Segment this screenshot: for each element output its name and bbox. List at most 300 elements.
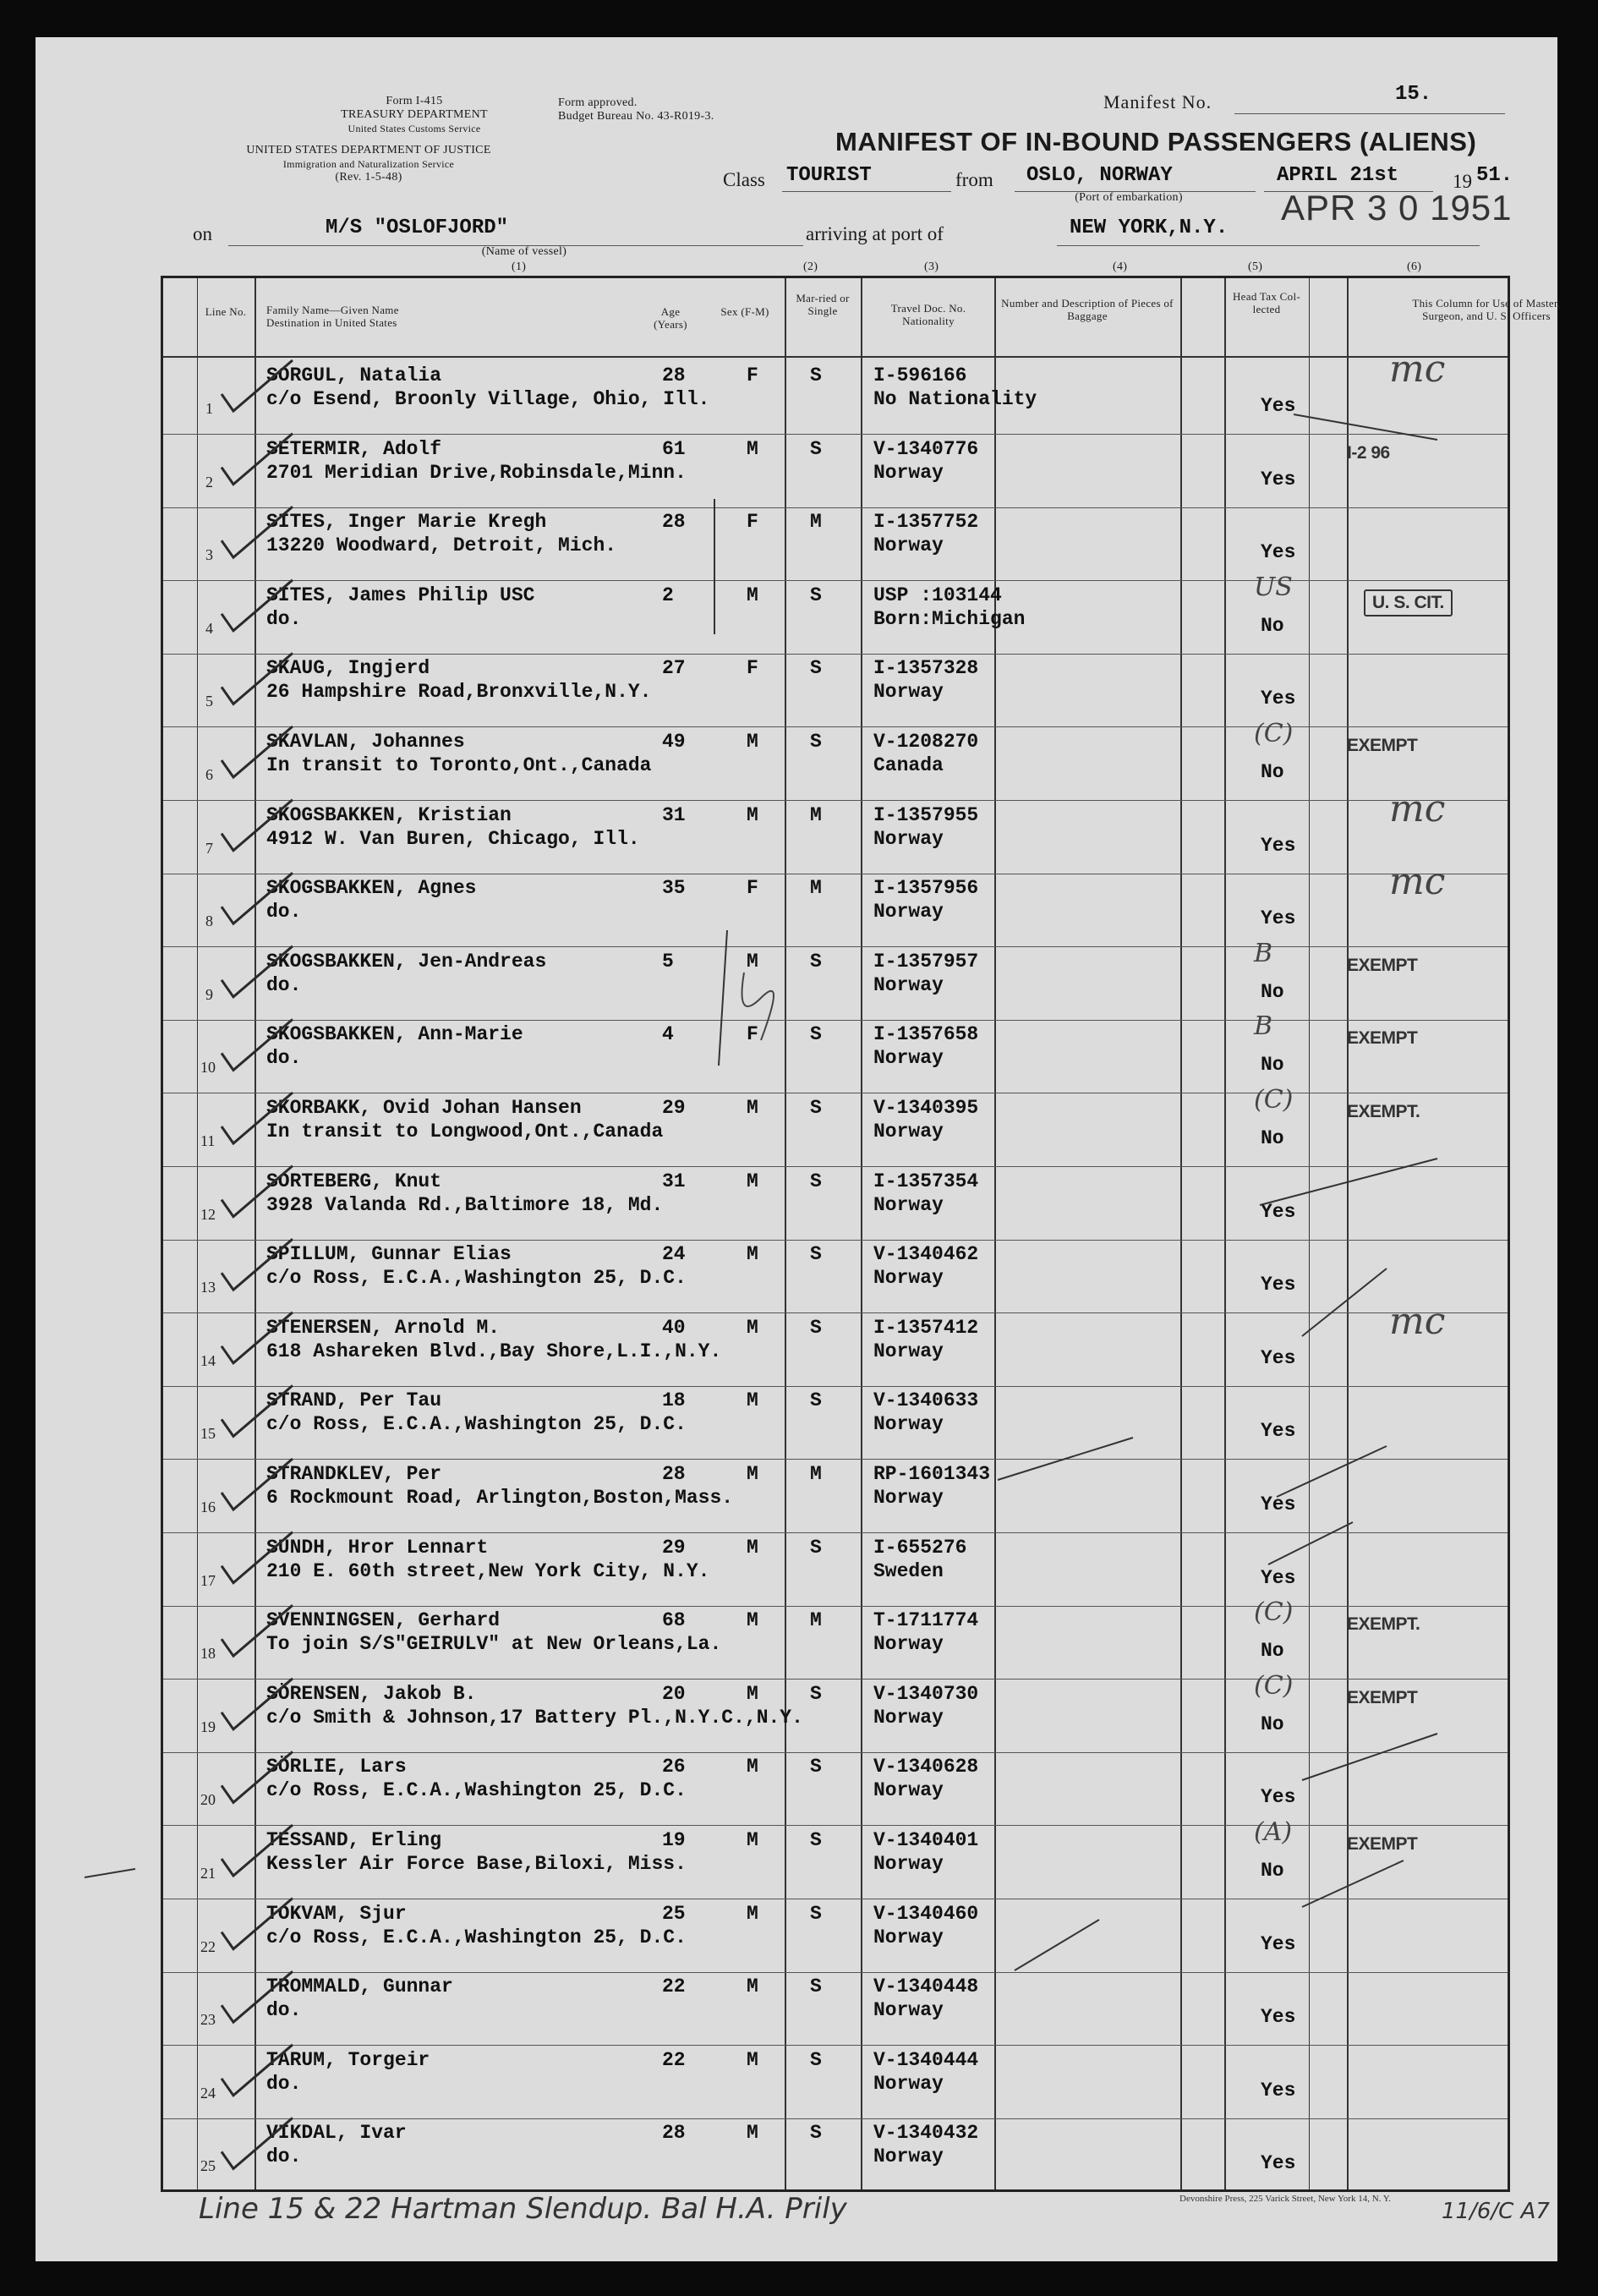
travel-doc-number: V-1340448 [873,1975,979,1998]
destination: 4912 W. Van Buren, Chicago, Ill. [266,827,640,850]
passenger-name: SKAVLAN, Johannes [266,731,465,753]
col-header-headtax: Head Tax Col-lected [1232,290,1300,315]
passenger-name: SETERMIR, Adolf [266,437,442,460]
age-value: 28 [662,364,686,386]
age-value: 61 [662,437,686,460]
manifest-no-label: Manifest No. [1103,91,1212,112]
nationality: Norway [873,1926,944,1948]
marital-status: S [810,2048,822,2071]
col-header-travel: Travel Doc. No. Nationality [890,302,966,327]
pencil-check-mark [222,1239,293,1290]
destination: c/o Ross, E.C.A.,Washington 25, D.C. [266,1267,687,1290]
destination: c/o Ross, E.C.A.,Washington 25, D.C. [266,1413,687,1436]
sex-value: F [747,877,758,900]
line-number: 9 [205,985,213,1003]
pencil-check-mark [222,1093,293,1143]
age-value: 28 [662,1463,686,1485]
marital-status: S [810,584,822,606]
head-tax-value: Yes [1261,1786,1296,1809]
sex-value: M [747,584,758,606]
marital-status: M [810,803,822,826]
arriving-label: arriving at port of [806,223,944,244]
marital-status: S [810,1097,822,1119]
line-number: 25 [200,2157,216,2175]
officer-mark: B [1254,938,1273,968]
pencil-check-mark [222,2045,293,2096]
passenger-name: SPILLUM, Gunnar Elias [266,1243,512,1266]
nationality: No Nationality [873,388,1037,410]
officer-stamp: U. S. CIT. [1364,589,1453,616]
head-tax-value: Yes [1261,1346,1296,1369]
destination: do. [266,973,302,996]
pencil-check-mark [222,1899,293,1949]
travel-doc-number: I-1357752 [873,511,979,534]
line-number: 7 [205,839,213,857]
line-number: 2 [205,473,213,490]
date-value: APRIL 21st [1277,164,1399,187]
line-number: 8 [205,912,213,930]
sex-value: M [747,1829,758,1851]
age-value: 26 [662,1756,686,1778]
approved-label: Form approved. [558,96,638,109]
nationality: Norway [873,901,944,923]
from-value: OSLO, NORWAY [1026,164,1173,187]
head-tax-value: Yes [1261,1932,1296,1955]
printer-imprint: Devonshire Press, 225 Varick Street, New York 14, N. Y. [1179,2194,1392,2204]
marital-status: S [810,364,822,386]
port-caption: (Port of embarkation) [1075,191,1183,204]
travel-doc-number: V-1340432 [873,2122,979,2145]
pencil-check-mark [222,1605,293,1656]
nationality: Norway [873,827,944,850]
sex-value: M [747,731,758,753]
class-label: Class [723,169,765,190]
sex-value: M [747,950,758,973]
destination: do. [266,1047,302,1070]
sex-value: F [747,1023,758,1046]
nationality: Norway [873,681,944,704]
officer-mark: (C) [1254,719,1294,748]
age-value: 20 [662,1682,686,1705]
line-number: 6 [205,766,213,783]
pencil-check-mark [222,1532,293,1583]
sex-value: M [747,1756,758,1778]
marital-status: S [810,1829,822,1851]
age-value: 22 [662,1975,686,1998]
pencil-check-mark [222,946,293,997]
head-tax-value: No [1261,980,1284,1003]
head-tax-value: No [1261,1127,1284,1149]
pencil-check-mark [222,1019,293,1070]
col-header-age: Age (Years) [654,305,687,331]
sex-value: F [747,364,758,386]
travel-doc-number: I-1357955 [873,803,979,826]
nationality: Norway [873,973,944,996]
head-tax-value: Yes [1261,1200,1296,1223]
destination: c/o Ross, E.C.A.,Washington 25, D.C. [266,1779,687,1802]
revision-label: (Rev. 1-5-48) [335,171,402,184]
nationality: Norway [873,1193,944,1216]
destination: do. [266,1999,302,2022]
line-number: 1 [205,400,213,417]
passenger-name: SKOGSBAKKEN, Ann-Marie [266,1023,523,1046]
age-value: 5 [662,950,674,973]
pencil-check-mark [222,1971,293,2022]
marital-status: S [810,657,822,680]
col-num-3: (3) [924,260,939,273]
age-value: 22 [662,2048,686,2071]
line-number: 5 [205,693,213,710]
head-tax-value: Yes [1261,541,1296,564]
officer-mark: US [1254,572,1293,602]
manifest-no-value: 15. [1395,83,1432,106]
nationality: Norway [873,1267,944,1290]
pencil-check-mark [222,1459,293,1510]
line-number: 19 [200,1718,216,1735]
head-tax-value: No [1261,1712,1284,1735]
travel-doc-number: I-1357956 [873,877,979,900]
head-tax-value: No [1261,761,1284,783]
nationality: Norway [873,1340,944,1362]
sex-value: M [747,1609,758,1632]
on-label: on [193,223,212,244]
passenger-name: SÖRENSEN, Jakob B. [266,1682,477,1705]
line-number: 24 [200,2084,216,2101]
pencil-check-mark [222,1385,293,1436]
sex-value: M [747,1389,758,1412]
pencil-check-mark [222,1166,293,1217]
travel-doc-number: I-596166 [873,364,967,386]
sex-value: M [747,1975,758,1998]
passenger-name: TARUM, Torgeir [266,2048,430,2071]
nationality: Norway [873,461,944,484]
passenger-name: SORGUL, Natalia [266,364,442,386]
passenger-name: STENERSEN, Arnold M. [266,1316,501,1339]
travel-doc-number: V-1340462 [873,1243,979,1266]
col-header-baggage: Number and Description of Pieces of Baggage [1001,297,1174,322]
nationality: Norway [873,2072,944,2095]
customs-label: United States Customs Service [348,123,481,134]
head-tax-value: Yes [1261,1274,1296,1296]
pencil-check-mark [222,580,293,631]
nationality: Norway [873,1999,944,2022]
destination: do. [266,2145,302,2168]
head-tax-value: Yes [1261,395,1296,417]
line-number: 15 [200,1425,216,1443]
travel-doc-number: V-1340730 [873,1682,979,1705]
travel-doc-number: V-1340460 [873,1902,979,1925]
nationality: Canada [873,754,944,776]
officer-mark: mc [1389,860,1446,904]
form-number: Form I-415 [386,95,443,107]
col-num-2: (2) [803,260,818,273]
officer-mark: mc [1389,348,1446,391]
pencil-check-mark [222,1312,293,1363]
line-number: 3 [205,546,213,564]
age-value: 28 [662,2122,686,2145]
pencil-check-mark [222,360,293,411]
destination: do. [266,901,302,923]
line-number: 16 [200,1499,216,1515]
sex-value: M [747,1463,758,1485]
travel-doc-number: USP :103144 [873,584,1002,606]
head-tax-value: Yes [1261,2006,1296,2029]
marital-status: S [810,1316,822,1339]
marital-status: S [810,1902,822,1925]
head-tax-value: Yes [1261,468,1296,490]
passenger-name: SITES, James Philip USC [266,584,535,606]
from-label: from [955,169,993,190]
travel-doc-number: V-1340628 [873,1756,979,1778]
sex-value: M [747,1170,758,1192]
vessel-caption: (Name of vessel) [481,245,567,258]
col-header-sex: Sex (F-M) [720,305,769,318]
pencil-check-mark [222,873,293,923]
passenger-name: SVENNINGSEN, Gerhard [266,1609,501,1632]
nationality: Norway [873,2145,944,2168]
head-tax-value: Yes [1261,2079,1296,2101]
travel-doc-number: V-1340776 [873,437,979,460]
nationality: Norway [873,1047,944,1070]
age-value: 18 [662,1389,686,1412]
pencil-check-mark [222,653,293,704]
officer-stamp: EXEMPT. [1347,1614,1420,1635]
justice-label: UNITED STATES DEPARTMENT OF JUSTICE [246,144,491,156]
head-tax-value: No [1261,614,1284,637]
col-num-5: (5) [1248,260,1263,273]
col-num-1: (1) [512,260,527,273]
age-value: 35 [662,877,686,900]
line-number: 12 [200,1205,216,1223]
handwritten-footer-note: Line 15 & 22 Hartman Slendup. Bal H.A. Prily [199,2192,847,2226]
age-value: 4 [662,1023,674,1046]
col-header-officers: This Column for Use of Master, Surgeon, and U. S. Officers [1412,297,1561,322]
head-tax-value: No [1261,1640,1284,1663]
sex-value: M [747,1316,758,1339]
col-num-4: (4) [1113,260,1128,273]
age-value: 29 [662,1536,686,1559]
travel-doc-number: I-1357354 [873,1170,979,1192]
sex-value: M [747,803,758,826]
destination: 2701 Meridian Drive,Robinsdale,Minn. [266,461,687,484]
destination: 6 Rockmount Road, Arlington,Boston,Mass. [266,1487,734,1509]
travel-doc-number: I-655276 [873,1536,967,1559]
marital-status: S [810,1243,822,1266]
age-value: 40 [662,1316,686,1339]
line-number: 23 [200,2011,216,2029]
pencil-check-mark [222,1679,293,1729]
nationality: Norway [873,1779,944,1802]
arrival-date-stamp: APR 3 0 1951 [1281,188,1513,227]
destination: c/o Ross, E.C.A.,Washington 25, D.C. [266,1926,687,1948]
sex-value: M [747,1243,758,1266]
marital-status: M [810,1463,822,1485]
nationality: Born:Michigan [873,607,1026,630]
passenger-name: SITES, Inger Marie Kregh [266,511,547,534]
corner-handwritten-mark: 11/6/C A7 [1442,2199,1550,2224]
officer-stamp: I-2 96 [1347,442,1390,463]
pencil-check-mark [222,800,293,851]
travel-doc-number: RP-1601343 [873,1463,991,1485]
travel-doc-number: V-1340401 [873,1829,979,1851]
pencil-check-mark [222,726,293,777]
line-number: 17 [200,1571,216,1589]
age-value: 29 [662,1097,686,1119]
sex-value: F [747,511,758,534]
pencil-check-mark [222,1751,293,1802]
travel-doc-number: I-1357412 [873,1316,979,1339]
destination: 26 Hampshire Road,Bronxville,N.Y. [266,681,652,704]
col-num-6: (6) [1407,260,1422,273]
col-header-line: Line No. [205,305,247,318]
travel-doc-number: V-1208270 [873,731,979,753]
destination: 210 E. 60th street,New York City, N.Y. [266,1559,710,1582]
year-prefix: 19 [1453,171,1472,192]
page-title: MANIFEST OF IN-BOUND PASSENGERS (ALIENS) [835,127,1477,156]
travel-doc-number: I-1357658 [873,1023,979,1046]
passenger-name: TROMMALD, Gunnar [266,1975,453,1998]
age-value: 27 [662,657,686,680]
marital-status: S [810,437,822,460]
age-value: 19 [662,1829,686,1851]
travel-doc-number: V-1340633 [873,1389,979,1412]
head-tax-value: Yes [1261,1493,1296,1515]
age-value: 28 [662,511,686,534]
marital-status: S [810,731,822,753]
marital-status: S [810,1023,822,1046]
passenger-name: SKOGSBAKKEN, Agnes [266,877,477,900]
travel-doc-number: V-1340395 [873,1097,979,1119]
officer-mark: (C) [1254,1597,1294,1628]
destination: In transit to Longwood,Ont.,Canada [266,1121,664,1143]
destination: c/o Esend, Broonly Village, Ohio, Ill. [266,388,710,410]
marital-status: M [810,1609,822,1632]
destination: In transit to Toronto,Ont.,Canada [266,754,652,776]
age-value: 49 [662,731,686,753]
marital-status: S [810,1170,822,1192]
officer-stamp: EXEMPT [1347,1028,1418,1049]
nationality: Norway [873,1706,944,1729]
destination: 3928 Valanda Rd.,Baltimore 18, Md. [266,1193,664,1216]
destination: To join S/S"GEIRULV" at New Orleans,La. [266,1633,722,1656]
sex-value: M [747,1682,758,1705]
destination: Kessler Air Force Base,Biloxi, Miss. [266,1853,687,1875]
head-tax-value: Yes [1261,688,1296,710]
ins-label: Immigration and Naturalization Service [282,158,455,170]
vessel-name: M/S "OSLOFJORD" [326,216,509,239]
officer-stamp: EXEMPT [1347,1834,1418,1854]
head-tax-value: Yes [1261,2152,1296,2175]
age-value: 25 [662,1902,686,1925]
marital-status: S [810,950,822,973]
age-value: 68 [662,1609,686,1632]
line-number: 20 [200,1791,216,1809]
travel-doc-number: V-1340444 [873,2048,979,2071]
marital-status: S [810,1536,822,1559]
passenger-name: STRANDKLEV, Per [266,1463,442,1485]
line-number: 10 [200,1059,216,1077]
passenger-name: SKOGSBAKKEN, Jen-Andreas [266,950,547,973]
age-value: 2 [662,584,674,606]
marital-status: S [810,1756,822,1778]
marital-status: S [810,1682,822,1705]
line-number: 11 [200,1132,216,1149]
col-header-family: Family Name—Given Name Destination in United States [266,304,399,329]
class-value: TOURIST [786,164,872,187]
nationality: Sweden [873,1559,944,1582]
marital-status: M [810,877,822,900]
sex-value: M [747,1902,758,1925]
pencil-check-mark [222,434,293,485]
travel-doc-number: I-1357328 [873,657,979,680]
nationality: Norway [873,534,944,557]
sex-value: M [747,2048,758,2071]
nationality: Norway [873,1633,944,1656]
col-header-married: Mar-ried or Single [796,292,850,317]
sex-value: M [747,2122,758,2145]
sex-value: M [747,437,758,460]
year-suffix: 51. [1476,164,1513,187]
pencil-check-mark [222,1825,293,1876]
passenger-name: SKORBAKK, Ovid Johan Hansen [266,1097,582,1119]
age-value: 24 [662,1243,686,1266]
passenger-name: SUNDH, Hror Lennart [266,1536,489,1559]
line-number: 4 [205,619,213,637]
passenger-name: SÖRLIE, Lars [266,1756,407,1778]
destination: 13220 Woodward, Detroit, Mich. [266,534,617,557]
arrival-port: NEW YORK,N.Y. [1070,216,1229,239]
sex-value: M [747,1536,758,1559]
line-number: 13 [200,1279,216,1296]
sex-value: M [747,1097,758,1119]
destination: do. [266,2072,302,2095]
pencil-check-mark [222,2118,293,2168]
nationality: Norway [873,1853,944,1875]
line-number: 22 [200,1937,216,1955]
passenger-name: SKOGSBAKKEN, Kristian [266,803,512,826]
travel-doc-number: T-1711774 [873,1609,979,1632]
destination: do. [266,607,302,630]
nationality: Norway [873,1121,944,1143]
head-tax-value: Yes [1261,834,1296,857]
passenger-name: SKAUG, Ingjerd [266,657,430,680]
officer-mark: (A) [1254,1817,1293,1847]
travel-doc-number: I-1357957 [873,950,979,973]
officer-mark: mc [1389,786,1446,830]
head-tax-value: Yes [1261,1420,1296,1443]
destination: c/o Smith & Johnson,17 Battery Pl.,N.Y.C.,N.Y. [266,1706,803,1729]
budget-label: Budget Bureau No. 43-R019-3. [558,110,714,123]
nationality: Norway [873,1487,944,1509]
treasury-label: TREASURY DEPARTMENT [341,108,488,121]
head-tax-value: Yes [1261,1566,1296,1589]
marital-status: S [810,1975,822,1998]
line-number: 21 [200,1865,216,1882]
officer-mark: mc [1389,1299,1446,1343]
head-tax-value: No [1261,1054,1284,1077]
officer-mark: B [1254,1011,1273,1042]
passenger-name: TOKVAM, Sjur [266,1902,407,1925]
passenger-name: STRAND, Per Tau [266,1389,442,1412]
passenger-name: VIKDAL, Ivar [266,2122,407,2145]
officer-stamp: EXEMPT [1347,1687,1418,1707]
line-number: 18 [200,1645,216,1663]
marital-status: S [810,2122,822,2145]
officer-mark: (C) [1254,1670,1294,1701]
age-value: 31 [662,803,686,826]
line-number: 14 [200,1351,216,1369]
officer-stamp: EXEMPT. [1347,1102,1420,1121]
